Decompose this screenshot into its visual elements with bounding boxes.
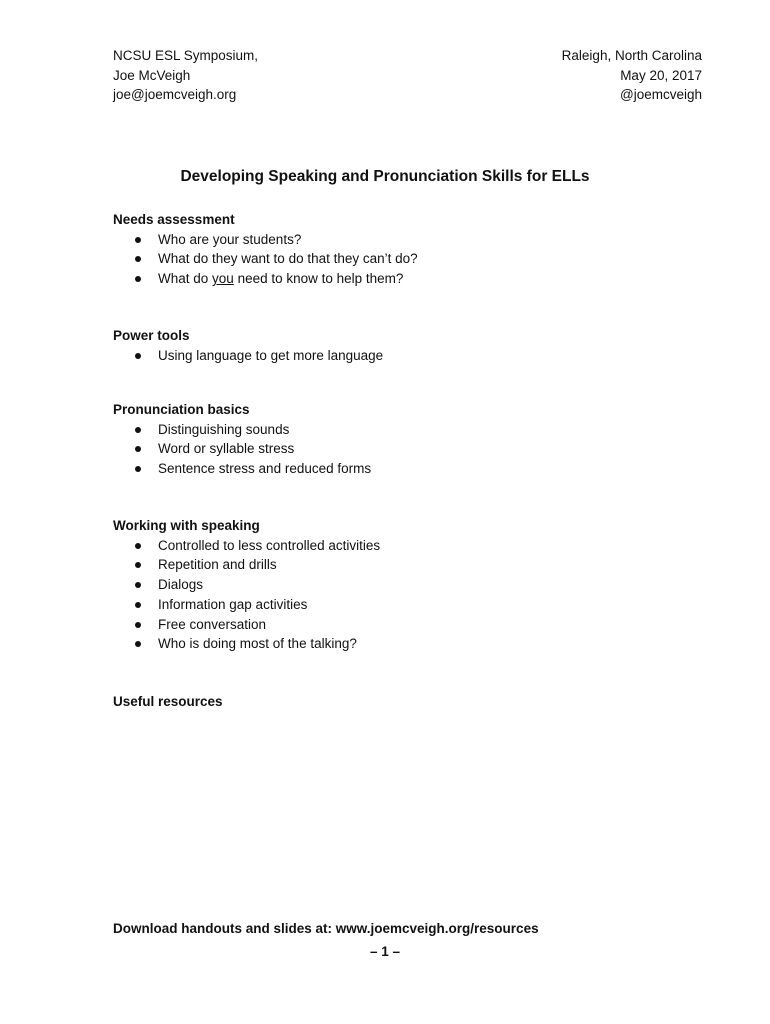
bullet-list: [113, 230, 713, 289]
list-item: [113, 420, 713, 440]
list-item: [113, 575, 713, 595]
bullet-icon: [135, 427, 141, 433]
list-item-text: Word or syllable stress: [158, 441, 295, 457]
page-number: – 1 –: [369, 944, 401, 959]
section-useful-resources: [113, 692, 713, 712]
section-heading: Power tools: [113, 328, 190, 343]
bullet-icon: [135, 622, 141, 628]
author-handle: @joemcveigh: [620, 87, 702, 102]
underlined-word: you: [212, 271, 234, 287]
list-item: [113, 346, 713, 366]
list-item: [113, 249, 713, 269]
bullet-icon: [135, 582, 141, 588]
list-item-text: Distinguishing sounds: [158, 421, 290, 437]
bullet-list: [113, 346, 713, 366]
list-item-text: Who are your students?: [158, 231, 302, 247]
list-item: [113, 536, 713, 556]
section-working-with-speaking: [113, 516, 713, 654]
section-power-tools: [113, 326, 713, 365]
list-item: [113, 459, 713, 479]
bullet-icon: [135, 466, 141, 472]
header-right: [402, 46, 702, 105]
section-needs-assessment: [113, 210, 713, 289]
bullet-icon: [135, 256, 141, 262]
list-item: [113, 230, 713, 250]
section-pronunciation-basics: [113, 400, 713, 479]
section-heading: Useful resources: [113, 694, 223, 709]
list-item-text-before: What do: [158, 271, 213, 287]
event-location: Raleigh, North Carolina: [561, 48, 702, 63]
section-heading: Needs assessment: [113, 212, 235, 227]
bullet-icon: [135, 562, 141, 568]
list-item: [113, 615, 713, 635]
bullet-list: [113, 420, 713, 479]
list-item: [113, 634, 713, 654]
section-heading: Working with speaking: [113, 518, 260, 533]
list-item: [113, 439, 713, 459]
list-item: [113, 595, 713, 615]
bullet-icon: [135, 641, 141, 647]
author-name: Joe McVeigh: [113, 67, 191, 83]
bullet-icon: [135, 602, 141, 608]
header-left: [113, 46, 413, 105]
bullet-icon: [135, 276, 141, 282]
bullet-list: [113, 536, 713, 655]
list-item-text: Using language to get more language: [158, 347, 384, 363]
bullet-icon: [135, 543, 141, 549]
list-item-text: What do they want to do that they can’t do?: [158, 251, 418, 267]
download-note: Download handouts and slides at: www.joemcveigh.org/resources: [113, 921, 539, 936]
list-item: [113, 555, 713, 575]
list-item-text: Free conversation: [158, 616, 267, 632]
section-heading: Pronunciation basics: [113, 402, 250, 417]
document-title: Developing Speaking and Pronunciation Skills for ELLs: [180, 168, 590, 185]
list-item-text: Who is doing most of the talking?: [158, 636, 357, 652]
list-item-text: Information gap activities: [158, 596, 308, 612]
list-item: [113, 269, 713, 289]
event-date: May 20, 2017: [620, 67, 702, 83]
list-item-text: Controlled to less controlled activities: [158, 537, 381, 553]
list-item-text: Repetition and drills: [158, 557, 277, 573]
event-name: NCSU ESL Symposium,: [113, 48, 259, 63]
bullet-icon: [135, 446, 141, 452]
bullet-icon: [135, 237, 141, 243]
list-item-text: Sentence stress and reduced forms: [158, 461, 372, 477]
list-item-text-after: need to know to help them?: [233, 271, 404, 287]
bullet-icon: [135, 353, 141, 359]
list-item-text: Dialogs: [158, 577, 204, 593]
author-email: joe@joemcveigh.org: [113, 87, 237, 102]
